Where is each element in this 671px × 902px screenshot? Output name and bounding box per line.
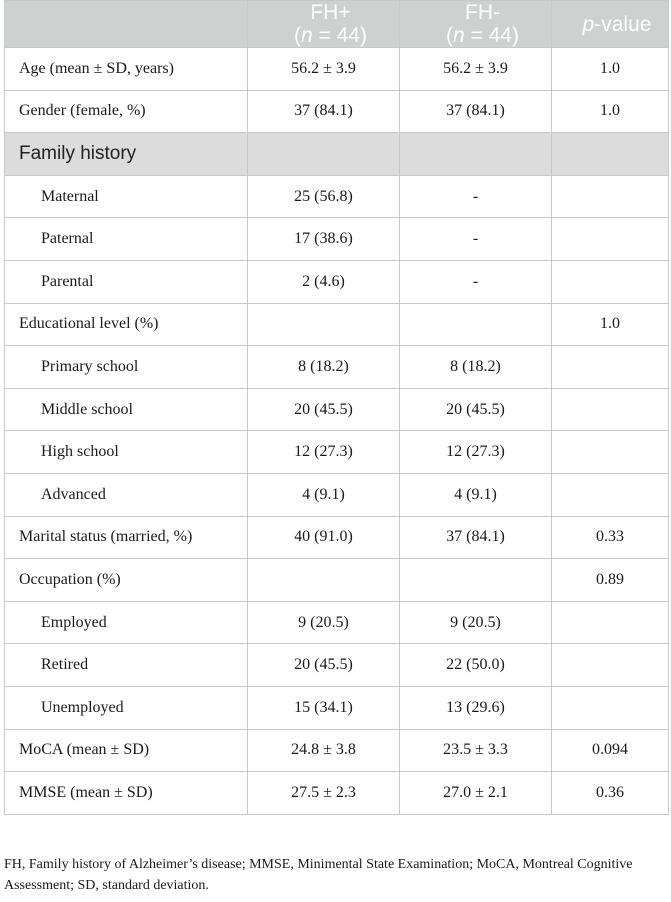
- cell-fh-negative: 13 (29.6): [400, 686, 552, 729]
- cell-fh-negative: -: [400, 175, 552, 218]
- row-high-school: [5, 431, 669, 474]
- cell-p-value: 0.89: [552, 559, 669, 602]
- header-fh-negative-title: FH-: [465, 1, 500, 24]
- cell-fh-positive: 20 (45.5): [248, 644, 400, 687]
- cell-p-value: [552, 431, 669, 474]
- row-retired: [5, 644, 669, 687]
- row-gender: [5, 90, 669, 133]
- cell-fh-negative: -: [400, 260, 552, 303]
- cell-p-value: 0.36: [552, 772, 669, 815]
- cell-fh-negative: 37 (84.1): [400, 516, 552, 559]
- cell-fh-positive: 27.5 ± 2.3: [248, 772, 400, 815]
- cell-p-value: [552, 473, 669, 516]
- row-family-history-section: [5, 133, 669, 176]
- cell-fh-positive: 4 (9.1): [248, 473, 400, 516]
- row-marital-status: [5, 516, 669, 559]
- row-occupation: [5, 559, 669, 602]
- cell-p-value: 0.33: [552, 516, 669, 559]
- row-label: Unemployed: [5, 686, 248, 729]
- row-label: Age (mean ± SD, years): [5, 48, 248, 91]
- row-maternal: [5, 175, 669, 218]
- row-label: Educational level (%): [5, 303, 248, 346]
- cell-p-value: [552, 260, 669, 303]
- cell-fh-positive: 24.8 ± 3.8: [248, 729, 400, 772]
- cell-fh-negative: 22 (50.0): [400, 644, 552, 687]
- row-label: Primary school: [5, 346, 248, 389]
- cell-p-value: [552, 601, 669, 644]
- row-label: Paternal: [5, 218, 248, 261]
- cell-p-value: 1.0: [552, 303, 669, 346]
- table-footnote: FH, Family history of Alzheimer’s disease; MMSE, Minimental State Examination; MoCA, Montreal Cognitive Assessment; SD, standard deviation.: [4, 857, 633, 893]
- cell-fh-negative: 9 (20.5): [400, 601, 552, 644]
- cell-p-value: [552, 346, 669, 389]
- header-fh-positive-title: FH+: [310, 1, 351, 24]
- cell-fh-negative: 8 (18.2): [400, 346, 552, 389]
- table-body: [5, 48, 669, 815]
- row-label: Maternal: [5, 175, 248, 218]
- row-parental: [5, 260, 669, 303]
- cell-fh-positive: 12 (27.3): [248, 431, 400, 474]
- cell-p-value: 0.094: [552, 729, 669, 772]
- row-label: MMSE (mean ± SD): [5, 772, 248, 815]
- header-fh-positive: FH+ (n = 44): [248, 1, 400, 48]
- header-fh-negative-n-symbol: n: [453, 24, 465, 47]
- row-label: Marital status (married, %): [5, 516, 248, 559]
- cell-fh-positive: [248, 303, 400, 346]
- cell-fh-positive: 37 (84.1): [248, 90, 400, 133]
- row-label: MoCA (mean ± SD): [5, 729, 248, 772]
- cell-fh-positive: 15 (34.1): [248, 686, 400, 729]
- header-fh-positive-n-symbol: n: [301, 24, 313, 47]
- cell-p-value: [552, 218, 669, 261]
- row-label: Middle school: [5, 388, 248, 431]
- demographics-table: [4, 0, 669, 815]
- cell-fh-negative: 37 (84.1): [400, 90, 552, 133]
- row-label: Advanced: [5, 473, 248, 516]
- cell-fh-negative: 20 (45.5): [400, 388, 552, 431]
- row-moca: [5, 729, 669, 772]
- row-label: Parental: [5, 260, 248, 303]
- row-label: Retired: [5, 644, 248, 687]
- header-empty-cell: [5, 1, 248, 48]
- cell-fh-positive: 56.2 ± 3.9: [248, 48, 400, 91]
- cell-fh-negative: [400, 133, 552, 176]
- cell-fh-negative: 27.0 ± 2.1: [400, 772, 552, 815]
- row-label: Employed: [5, 601, 248, 644]
- section-heading: Family history: [5, 133, 248, 176]
- cell-fh-positive: 40 (91.0): [248, 516, 400, 559]
- cell-fh-negative: 12 (27.3): [400, 431, 552, 474]
- row-middle-school: [5, 388, 669, 431]
- cell-fh-positive: [248, 133, 400, 176]
- row-educational-level: [5, 303, 669, 346]
- cell-fh-positive: 9 (20.5): [248, 601, 400, 644]
- row-employed: [5, 601, 669, 644]
- row-label: High school: [5, 431, 248, 474]
- cell-p-value: [552, 644, 669, 687]
- row-advanced: [5, 473, 669, 516]
- row-primary-school: [5, 346, 669, 389]
- row-age: [5, 48, 669, 91]
- demographics-table-container: [4, 0, 668, 815]
- cell-fh-negative: 4 (9.1): [400, 473, 552, 516]
- cell-p-value: [552, 175, 669, 218]
- cell-fh-negative: -: [400, 218, 552, 261]
- header-fh-negative-n-value: = 44): [464, 24, 519, 47]
- header-p-value: [552, 1, 669, 48]
- cell-p-value: 1.0: [552, 90, 669, 133]
- header-fh-negative: FH- (n = 44): [400, 1, 552, 48]
- cell-p-value: [552, 686, 669, 729]
- header-fh-positive-n-value: = 44): [312, 24, 367, 47]
- row-label: Occupation (%): [5, 559, 248, 602]
- cell-fh-positive: [248, 559, 400, 602]
- cell-p-value: [552, 388, 669, 431]
- cell-fh-positive: 2 (4.6): [248, 260, 400, 303]
- cell-p-value: [552, 133, 669, 176]
- cell-p-value: 1.0: [552, 48, 669, 91]
- row-unemployed: [5, 686, 669, 729]
- cell-fh-positive: 20 (45.5): [248, 388, 400, 431]
- cell-fh-positive: 17 (38.6): [248, 218, 400, 261]
- cell-fh-negative: [400, 303, 552, 346]
- row-paternal: [5, 218, 669, 261]
- cell-fh-negative: [400, 559, 552, 602]
- cell-fh-negative: 23.5 ± 3.3: [400, 729, 552, 772]
- header-p-symbol: p: [582, 12, 595, 36]
- table-header: [5, 1, 669, 48]
- cell-fh-positive: 25 (56.8): [248, 175, 400, 218]
- cell-fh-negative: 56.2 ± 3.9: [400, 48, 552, 91]
- row-mmse: [5, 772, 669, 815]
- row-label: Gender (female, %): [5, 90, 248, 133]
- header-p-rest: -value: [594, 12, 652, 36]
- cell-fh-positive: 8 (18.2): [248, 346, 400, 389]
